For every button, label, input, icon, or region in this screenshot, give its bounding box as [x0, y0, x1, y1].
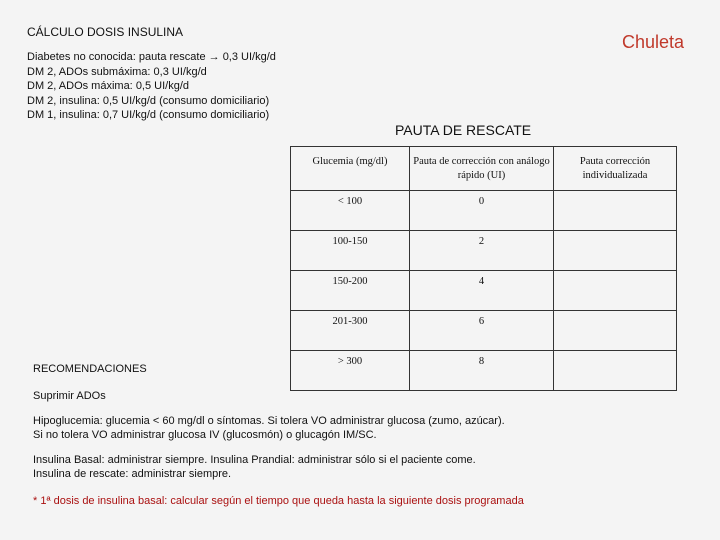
dose-rule-label: DM 2, ADOs submáxima: [27, 65, 151, 78]
dose-rule-value: 0,5 UI/kg/d (consumo domiciliario) [102, 94, 270, 107]
correction-cell: 2 [410, 231, 554, 271]
correction-cell: 6 [410, 311, 554, 351]
rescue-insulin-label: Insulina de rescate: [33, 468, 129, 480]
recommendations-title: RECOMENDACIONES [33, 363, 147, 375]
rescue-insulin-text: administrar siempre. [131, 468, 232, 480]
table-row [291, 271, 677, 311]
basal-text: administrar siempre. [107, 454, 208, 466]
dose-rule-label: DM 2, insulina: [27, 94, 100, 107]
individual-cell [554, 231, 677, 271]
dose-rule [27, 50, 276, 65]
dose-rule-label: Diabetes no conocida: [27, 51, 136, 63]
suppress-note: Suprimir ADOs [33, 390, 106, 402]
basal-label: Insulina Basal: [33, 454, 105, 466]
glucemia-cell: < 100 [291, 191, 410, 231]
dose-rule-label: DM 2, ADOs máxima: [27, 80, 133, 93]
dose-rule [27, 94, 276, 109]
correction-cell: 8 [410, 351, 554, 391]
footnote: * 1ª dosis de insulina basal: calcular según el tiempo que queda hasta la siguiente dosis programada [33, 495, 524, 507]
prandial-label: Insulina Prandial: [210, 454, 295, 466]
table-row [291, 231, 677, 271]
dose-rule-value: 0,7 UI/kg/d (consumo domiciliario) [102, 109, 270, 122]
dose-rules-list [27, 50, 276, 123]
glucemia-cell: 201-300 [291, 311, 410, 351]
recommendations-list [33, 389, 673, 492]
dose-rule-value: pauta rescate → 0,3 UI/kg/d [138, 51, 276, 63]
rescue-table-title: PAUTA DE RESCATE [395, 122, 532, 138]
column-header-correction: Pauta de corrección con análogo rápido (UI) [410, 147, 554, 191]
individual-cell [554, 271, 677, 311]
dose-rule [27, 65, 276, 80]
individual-cell [554, 351, 677, 391]
glucemia-cell: > 300 [291, 351, 410, 391]
column-header-glucemia: Glucemia (mg/dl) [291, 147, 410, 191]
glucemia-cell: 100-150 [291, 231, 410, 271]
individual-cell [554, 311, 677, 351]
insulin-note [33, 453, 673, 481]
hypoglycemia-label: Hipoglucemia: [33, 415, 103, 427]
table-row [291, 191, 677, 231]
dose-rule [27, 79, 276, 94]
dose-rule-label: DM 1, insulina: [27, 109, 100, 122]
page-title: CÁLCULO DOSIS INSULINA [27, 25, 184, 39]
table-header-row [291, 147, 677, 191]
correction-cell: 0 [410, 191, 554, 231]
hypoglycemia-text-2: Si no tolera VO administrar glucosa IV (glucosmón) o glucagón IM/SC. [33, 429, 377, 441]
dose-rule [27, 108, 276, 123]
prandial-text: administrar sólo si el paciente come. [297, 454, 476, 466]
glucemia-cell: 150-200 [291, 271, 410, 311]
rescue-table [290, 146, 677, 391]
dose-rule-value: 0,5 UI/kg/d [135, 80, 190, 93]
cheat-sheet-badge: Chuleta [621, 32, 684, 52]
correction-cell: 4 [410, 271, 554, 311]
dose-rule-value: 0,3 UI/kg/d [153, 65, 207, 78]
column-header-individual: Pauta corrección individualizada [554, 147, 677, 191]
table-row [291, 351, 677, 391]
hypoglycemia-text: glucemia < 60 mg/dl o síntomas. Si tolera VO administrar glucosa (zumo, azúcar). [105, 415, 505, 427]
individual-cell [554, 191, 677, 231]
table-row [291, 311, 677, 351]
hypoglycemia-note [33, 414, 673, 442]
